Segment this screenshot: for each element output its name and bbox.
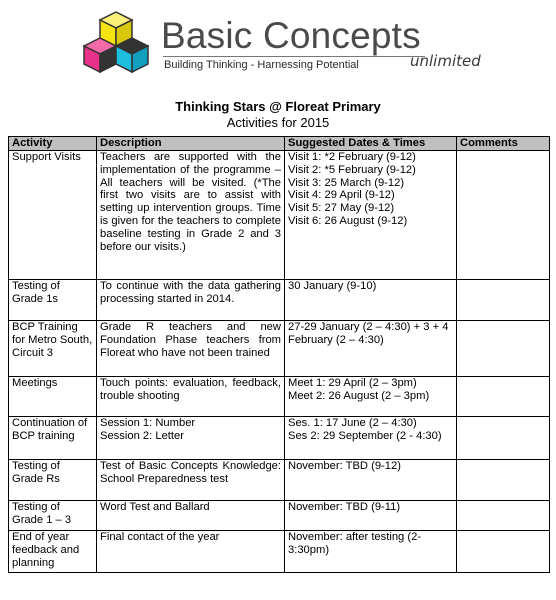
description-cell: Touch points: evaluation, feedback, trouble shooting bbox=[97, 377, 285, 417]
logo-suffix: unlimited bbox=[410, 52, 481, 70]
activity-cell: Testing of Grade Rs bbox=[9, 460, 97, 501]
description-line: Session 2: Letter bbox=[100, 429, 184, 442]
comments-cell bbox=[457, 377, 550, 417]
date-line: Ses 2: 29 September (2 - 4:30) bbox=[288, 429, 442, 442]
description-cell: Test of Basic Concepts Knowledge: School Preparedness test bbox=[97, 460, 285, 501]
description-line: Session 1: Number bbox=[100, 417, 196, 429]
date-line: Visit 6: 26 August (9-12) bbox=[288, 214, 408, 227]
document-subtitle: Activities for 2015 bbox=[226, 115, 330, 130]
table-row bbox=[9, 531, 550, 573]
description-cell: Teachers are supported with the implementation of the programme – All teachers will be visited. (*The first two visits are to assist with setting up intervention groups. Time is given for the teachers to complete baseline testing in Grade 2 and 3 before our visits.) bbox=[97, 151, 285, 280]
activity-cell: Meetings bbox=[9, 377, 97, 417]
dates-cell bbox=[285, 151, 457, 280]
header-comments: Comments bbox=[457, 137, 550, 151]
description-cell bbox=[97, 417, 285, 460]
header-activity: Activity bbox=[9, 137, 97, 151]
date-line: Visit 3: 25 March (9-12) bbox=[288, 176, 405, 189]
dates-cell: November: TBD (9-12) bbox=[285, 460, 457, 501]
comments-cell bbox=[457, 531, 550, 573]
comments-cell bbox=[457, 280, 550, 321]
description-cell: Word Test and Ballard bbox=[97, 501, 285, 531]
cube-logo-icon bbox=[80, 10, 152, 76]
description-cell: Final contact of the year bbox=[97, 531, 285, 573]
table-row bbox=[9, 460, 550, 501]
comments-cell bbox=[457, 460, 550, 501]
date-line: Visit 1: *2 February (9-12) bbox=[288, 151, 416, 163]
activity-cell: BCP Training for Metro South, Circuit 3 bbox=[9, 321, 97, 377]
activity-cell: Continuation of BCP training bbox=[9, 417, 97, 460]
table-row bbox=[9, 151, 550, 280]
comments-cell bbox=[457, 151, 550, 280]
comments-cell bbox=[457, 501, 550, 531]
activity-cell: Support Visits bbox=[9, 151, 97, 280]
date-line: Meet 1: 29 April (2 – 3pm) bbox=[288, 377, 417, 389]
date-line: Visit 5: 27 May (9-12) bbox=[288, 202, 395, 215]
dates-cell bbox=[285, 280, 457, 321]
table-header-row bbox=[9, 137, 550, 151]
date-line: Visit 4: 29 April (9-12) bbox=[288, 189, 395, 202]
logo-divider bbox=[163, 56, 425, 57]
activity-cell: Testing of Grade 1 – 3 bbox=[9, 501, 97, 531]
table-row bbox=[9, 417, 550, 460]
description-cell: To continue with the data gathering processing started in 2014. bbox=[97, 280, 285, 321]
table-row bbox=[9, 501, 550, 531]
logo-tagline: Building Thinking - Harnessing Potential bbox=[164, 59, 359, 71]
table-row bbox=[9, 321, 550, 377]
activities-table bbox=[8, 136, 550, 573]
date-line: 30 January (9-10) bbox=[288, 280, 377, 292]
date-line: Ses. 1: 17 June (2 – 4:30) bbox=[288, 417, 417, 429]
table-row bbox=[9, 377, 550, 417]
dates-cell: 27-29 January (2 – 4:30) + 3 + 4 February (2 – 4:30) bbox=[285, 321, 457, 377]
basic-concepts-logo bbox=[80, 10, 480, 80]
activity-cell: Testing of Grade 1s bbox=[9, 280, 97, 321]
comments-cell bbox=[457, 417, 550, 460]
logo-brand-name: Basic Concepts bbox=[161, 15, 421, 56]
date-line: Meet 2: 26 August (2 – 3pm) bbox=[288, 389, 430, 402]
table-row bbox=[9, 280, 550, 321]
comments-cell bbox=[457, 321, 550, 377]
dates-cell bbox=[285, 417, 457, 460]
document-title: Thinking Stars @ Floreat Primary bbox=[175, 99, 381, 114]
header-description: Description bbox=[97, 137, 285, 151]
activity-cell: End of year feedback and planning bbox=[9, 531, 97, 573]
dates-cell: November: TBD (9-11) bbox=[285, 501, 457, 531]
dates-cell: November: after testing (2-3:30pm) bbox=[285, 531, 457, 573]
dates-cell bbox=[285, 377, 457, 417]
header-dates: Suggested Dates & Times bbox=[285, 137, 457, 151]
date-line: Visit 2: *5 February (9-12) bbox=[288, 163, 416, 176]
description-cell: Grade R teachers and new Foundation Phase teachers from Floreat who have not been trained bbox=[97, 321, 285, 377]
